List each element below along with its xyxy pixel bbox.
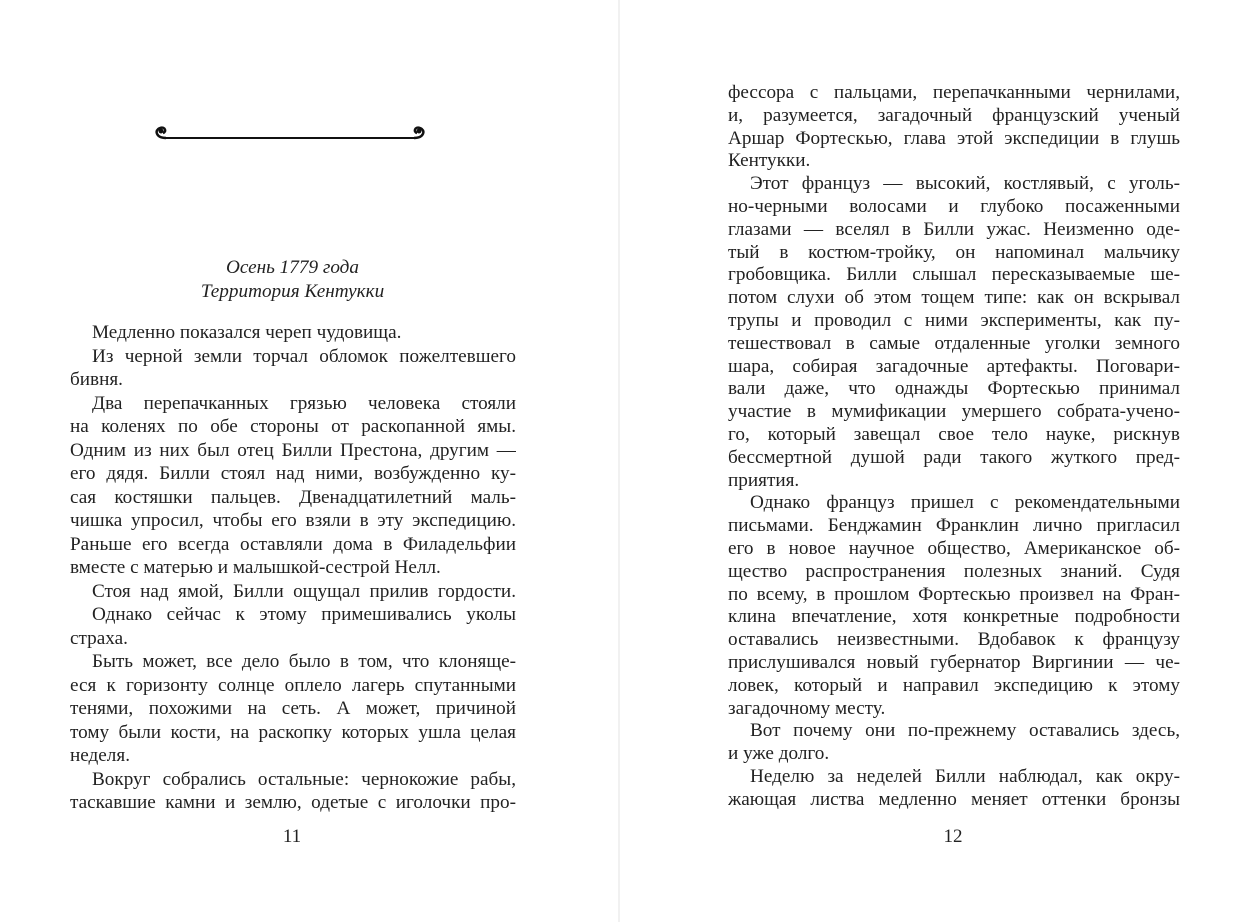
text-line: приятия. bbox=[728, 469, 800, 491]
text-line: клина впечатление, хотя конкретные подробности bbox=[728, 606, 1180, 628]
text-line: неделя. bbox=[70, 745, 131, 766]
text-line: и уже долго. bbox=[728, 743, 830, 765]
text-line: Из черной земли торчал обломок пожелтевшего bbox=[92, 345, 516, 367]
text-line: его в новое научное общество, Американское об- bbox=[728, 538, 1180, 559]
text-line: сая костяшки пальцев. Двенадцатилетний маль- bbox=[70, 486, 516, 508]
text-line: вали даже, что однажды Фортескью принимал bbox=[728, 378, 1180, 400]
text-line: Неделю за неделей Билли наблюдал, как окру- bbox=[750, 766, 1180, 787]
text-line: Раньше его всегда оставляли дома в Филадельфии bbox=[70, 533, 516, 555]
page-number: 12 bbox=[943, 826, 963, 847]
text-line: Два перепачканных грязью человека стояли bbox=[92, 392, 516, 414]
text-line: вместе с матерью и малышкой-сестрой Нелл. bbox=[70, 557, 441, 578]
text-line: тый в костюм-тройку, он напоминал мальчику bbox=[728, 241, 1180, 263]
text-line: го, который завещал свое тело науке, рискнув bbox=[728, 424, 1180, 445]
text-line: жающая листва медленно меняет оттенки бронзы bbox=[728, 788, 1180, 810]
text-line: по всему, в прошлом Фортескью произвел на Фран- bbox=[728, 583, 1180, 605]
text-line: прислушивался новый губернатор Виргинии — че- bbox=[728, 652, 1180, 673]
text-line: трупы и проводил с ними эксперименты, как пу- bbox=[728, 310, 1180, 331]
text-line: чишка упросил, чтобы его взяли в эту экспедицию. bbox=[70, 510, 516, 531]
text-line: фессора с пальцами, перепачканными чернилами, bbox=[728, 82, 1180, 103]
text-line: загадочному месту. bbox=[728, 697, 886, 719]
text-line: Этот француз — высокий, костлявый, с уголь- bbox=[750, 173, 1180, 195]
text-line: тешествовал в самые отдаленные уголки земного bbox=[728, 332, 1180, 354]
text-line: таскавшие камни и землю, одетые с иголочки про- bbox=[70, 792, 516, 813]
text-line: Вокруг собрались остальные: чернокожие рабы, bbox=[92, 768, 516, 790]
text-line: еся к горизонту солнце оплело лагерь спутанными bbox=[70, 674, 516, 696]
text-line: шара, собирая загадочные артефакты. Поговари- bbox=[728, 355, 1180, 377]
text-line: гробовщика. Билли слышал пересказываемые ше- bbox=[728, 264, 1180, 286]
page-number: 11 bbox=[282, 826, 302, 847]
text-line: тому были кости, на раскопку которых ушла целая bbox=[70, 721, 516, 743]
text-line: страха. bbox=[70, 627, 128, 649]
text-line: письмами. Бенджамин Франклин лично пригласил bbox=[728, 515, 1180, 537]
text-line: Однако француз пришел с рекомендательными bbox=[750, 492, 1180, 514]
chapter-date: Осень 1779 года bbox=[226, 257, 359, 278]
text-line: Кентукки. bbox=[728, 150, 811, 172]
ornament-divider-icon bbox=[152, 124, 432, 146]
text-line: ловек, который и направил экспедицию к этому bbox=[728, 674, 1180, 696]
text-line: и, разумеется, загадочный французский ученый bbox=[728, 104, 1180, 126]
text-line: его дядя. Билли стоял над ними, возбужденно ку- bbox=[70, 463, 516, 484]
text-line: тенями, похожими на сеть. А может, причиной bbox=[70, 698, 516, 719]
chapter-location: Территория Кентукки bbox=[200, 281, 385, 302]
text-line: Вот почему они по-прежнему оставались здесь, bbox=[750, 720, 1180, 742]
text-line: участие в мумификации умершего собрата-учено- bbox=[728, 401, 1180, 423]
text-line: Быть может, все дело было в том, что клоняще- bbox=[92, 651, 516, 672]
text-line: на коленях по обе стороны от раскопанной ямы. bbox=[70, 416, 516, 437]
text-line: щество распространения полезных знаний. Судя bbox=[728, 560, 1180, 582]
text-line: бессмертной душой ради такого жуткого пред- bbox=[728, 446, 1180, 468]
text-line: Однако сейчас к этому примешивались уколы bbox=[92, 604, 516, 625]
text-line: бивня. bbox=[70, 369, 123, 390]
right-page bbox=[620, 0, 1236, 922]
text-line: Стоя над ямой, Билли ощущал прилив гордости. bbox=[92, 580, 516, 602]
text-line: глазами — вселял в Билли ужас. Неизменно оде- bbox=[728, 218, 1180, 240]
text-line: потом слухи об этом тощем типе: как он вскрывал bbox=[728, 287, 1180, 309]
text-line: но-черными волосами и глубоко посаженными bbox=[728, 196, 1180, 217]
text-line: Аршар Фортескью, глава этой экспедиции в глушь bbox=[728, 127, 1180, 149]
text-line: оставались неизвестными. Вдобавок к французу bbox=[728, 629, 1180, 651]
text-line: Одним из них был отец Билли Престона, другим — bbox=[70, 439, 516, 461]
text-line: Медленно показался череп чудовища. bbox=[92, 322, 402, 343]
